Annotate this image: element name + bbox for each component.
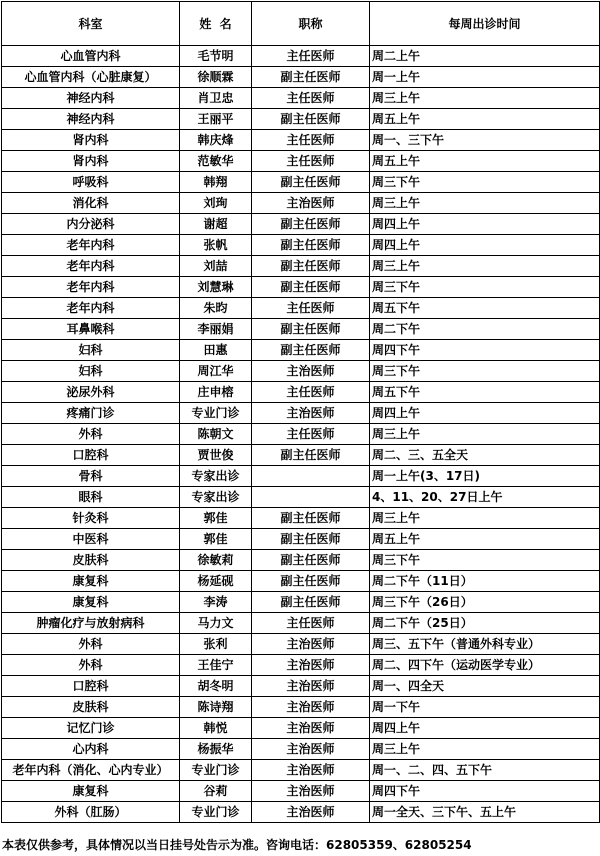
doctor-name-cell: 韩庆烽	[180, 130, 252, 151]
clinic-time-cell: 周五下午	[370, 382, 600, 403]
department-cell: 神经内科	[2, 88, 180, 109]
title-cell: 主任医师	[252, 151, 370, 172]
doctor-name-cell: 杨振华	[180, 739, 252, 760]
doctor-name-cell: 韩悦	[180, 718, 252, 739]
clinic-time-cell: 周三上午	[370, 424, 600, 445]
department-cell: 口腔科	[2, 445, 180, 466]
department-cell: 疼痛门诊	[2, 403, 180, 424]
department-cell: 泌尿外科	[2, 382, 180, 403]
table-row	[2, 382, 600, 403]
table-row	[2, 466, 600, 487]
department-cell: 皮肤科	[2, 550, 180, 571]
doctor-name-cell: 李涛	[180, 592, 252, 613]
clinic-time-cell: 周四下午	[370, 781, 600, 802]
title-cell: 主治医师	[252, 697, 370, 718]
clinic-time-cell: 周三上午	[370, 88, 600, 109]
clinic-time-cell: 周五上午	[370, 151, 600, 172]
table-row	[2, 277, 600, 298]
doctor-name-cell: 张利	[180, 634, 252, 655]
table-row	[2, 739, 600, 760]
clinic-time-cell: 周二下午（11日）	[370, 571, 600, 592]
clinic-time-cell: 周一全天、三下午、五上午	[370, 802, 600, 823]
doctor-name-cell: 范敏华	[180, 151, 252, 172]
header-department: 科室	[2, 2, 180, 46]
clinic-time-cell: 周二、三、五全天	[370, 445, 600, 466]
department-cell: 心血管内科	[2, 46, 180, 67]
title-cell: 主治医师	[252, 361, 370, 382]
department-cell: 老年内科	[2, 235, 180, 256]
department-cell: 神经内科	[2, 109, 180, 130]
clinic-time-cell: 周五上午	[370, 529, 600, 550]
clinic-time-cell: 周四上午	[370, 235, 600, 256]
doctor-name-cell: 李丽娟	[180, 319, 252, 340]
title-cell: 副主任医师	[252, 256, 370, 277]
title-cell: 副主任医师	[252, 445, 370, 466]
doctor-name-cell: 陈朝文	[180, 424, 252, 445]
clinic-time-cell: 周四上午	[370, 403, 600, 424]
department-cell: 肿瘤化疗与放射病科	[2, 613, 180, 634]
title-cell: 副主任医师	[252, 67, 370, 88]
title-cell: 主治医师	[252, 802, 370, 823]
doctor-name-cell: 韩翔	[180, 172, 252, 193]
clinic-time-cell: 周三上午	[370, 256, 600, 277]
title-cell: 副主任医师	[252, 550, 370, 571]
title-cell: 副主任医师	[252, 235, 370, 256]
doctor-name-cell: 胡冬明	[180, 676, 252, 697]
department-cell: 康复科	[2, 781, 180, 802]
doctor-name-cell: 贾世俊	[180, 445, 252, 466]
table-row	[2, 319, 600, 340]
department-cell: 肾内科	[2, 130, 180, 151]
table-row	[2, 214, 600, 235]
clinic-time-cell: 周三下午	[370, 172, 600, 193]
doctor-name-cell: 肖卫忠	[180, 88, 252, 109]
department-cell: 外科（肛肠）	[2, 802, 180, 823]
header-clinic-time: 每周出诊时间	[370, 2, 600, 46]
doctor-name-cell: 王丽平	[180, 109, 252, 130]
table-row	[2, 508, 600, 529]
table-row	[2, 676, 600, 697]
clinic-time-cell: 周四下午	[370, 340, 600, 361]
department-cell: 记忆门诊	[2, 718, 180, 739]
schedule-body	[2, 46, 600, 823]
clinic-time-cell: 周四上午	[370, 718, 600, 739]
department-cell: 内分泌科	[2, 214, 180, 235]
doctor-name-cell: 专业门诊	[180, 802, 252, 823]
header-title: 职称	[252, 2, 370, 46]
clinic-time-cell: 周三下午（26日）	[370, 592, 600, 613]
title-cell: 主任医师	[252, 46, 370, 67]
title-cell: 主治医师	[252, 676, 370, 697]
clinic-time-cell: 周二上午	[370, 46, 600, 67]
clinic-time-cell: 周一、二、四、五下午	[370, 760, 600, 781]
title-cell: 副主任医师	[252, 340, 370, 361]
doctor-name-cell: 马力文	[180, 613, 252, 634]
table-row	[2, 697, 600, 718]
title-cell: 主任医师	[252, 130, 370, 151]
title-cell	[252, 466, 370, 487]
department-cell: 皮肤科	[2, 697, 180, 718]
doctor-name-cell: 周江华	[180, 361, 252, 382]
department-cell: 老年内科	[2, 298, 180, 319]
clinic-time-cell: 周三上午	[370, 739, 600, 760]
doctor-name-cell: 专业门诊	[180, 403, 252, 424]
table-row	[2, 403, 600, 424]
clinic-time-cell: 周三上午	[370, 508, 600, 529]
title-cell: 主治医师	[252, 739, 370, 760]
table-row	[2, 88, 600, 109]
doctor-name-cell: 谢超	[180, 214, 252, 235]
table-row	[2, 46, 600, 67]
table-row	[2, 151, 600, 172]
table-row	[2, 487, 600, 508]
title-cell: 副主任医师	[252, 592, 370, 613]
department-cell: 老年内科	[2, 277, 180, 298]
doctor-name-cell: 谷莉	[180, 781, 252, 802]
table-row	[2, 760, 600, 781]
table-row	[2, 340, 600, 361]
department-cell: 妇科	[2, 340, 180, 361]
table-row	[2, 781, 600, 802]
department-cell: 耳鼻喉科	[2, 319, 180, 340]
clinic-time-cell: 周一、三下午	[370, 130, 600, 151]
title-cell: 主任医师	[252, 88, 370, 109]
table-row	[2, 613, 600, 634]
title-cell: 主治医师	[252, 634, 370, 655]
title-cell: 主任医师	[252, 613, 370, 634]
doctor-name-cell: 庄申榕	[180, 382, 252, 403]
header-row	[2, 2, 600, 46]
table-row	[2, 172, 600, 193]
table-row	[2, 550, 600, 571]
doctor-name-cell: 专业门诊	[180, 760, 252, 781]
doctor-name-cell: 刘珣	[180, 193, 252, 214]
clinic-time-cell: 周五上午	[370, 109, 600, 130]
title-cell: 主任医师	[252, 298, 370, 319]
clinic-time-cell: 周二下午	[370, 319, 600, 340]
table-row	[2, 718, 600, 739]
title-cell: 副主任医师	[252, 277, 370, 298]
department-cell: 外科	[2, 424, 180, 445]
department-cell: 口腔科	[2, 676, 180, 697]
table-row	[2, 571, 600, 592]
table-row	[2, 634, 600, 655]
table-row	[2, 256, 600, 277]
department-cell: 针灸科	[2, 508, 180, 529]
department-cell: 心内科	[2, 739, 180, 760]
title-cell: 主治医师	[252, 760, 370, 781]
department-cell: 消化科	[2, 193, 180, 214]
doctor-name-cell: 王佳宁	[180, 655, 252, 676]
department-cell: 妇科	[2, 361, 180, 382]
title-cell: 主治医师	[252, 781, 370, 802]
doctor-name-cell: 陈诗翔	[180, 697, 252, 718]
doctor-name-cell: 专家出诊	[180, 487, 252, 508]
title-cell: 主治医师	[252, 403, 370, 424]
department-cell: 康复科	[2, 571, 180, 592]
doctor-name-cell: 刘喆	[180, 256, 252, 277]
department-cell: 外科	[2, 655, 180, 676]
table-row	[2, 298, 600, 319]
clinic-schedule-table	[1, 1, 600, 823]
table-row	[2, 67, 600, 88]
table-row	[2, 802, 600, 823]
clinic-time-cell: 周三下午	[370, 361, 600, 382]
table-row	[2, 424, 600, 445]
title-cell: 主任医师	[252, 424, 370, 445]
title-cell: 副主任医师	[252, 571, 370, 592]
department-cell: 老年内科（消化、心内专业）	[2, 760, 180, 781]
table-row	[2, 529, 600, 550]
doctor-name-cell: 杨延砚	[180, 571, 252, 592]
table-row	[2, 235, 600, 256]
doctor-name-cell: 专家出诊	[180, 466, 252, 487]
header-name: 姓 名	[180, 2, 252, 46]
title-cell: 主治医师	[252, 655, 370, 676]
doctor-name-cell: 刘慧琳	[180, 277, 252, 298]
clinic-time-cell: 周一上午(3、17日)	[370, 466, 600, 487]
doctor-name-cell: 郭佳	[180, 529, 252, 550]
clinic-time-cell: 周三下午	[370, 277, 600, 298]
department-cell: 呼吸科	[2, 172, 180, 193]
doctor-name-cell: 徐敏莉	[180, 550, 252, 571]
department-cell: 外科	[2, 634, 180, 655]
table-row	[2, 130, 600, 151]
title-cell: 副主任医师	[252, 529, 370, 550]
title-cell	[252, 487, 370, 508]
clinic-time-cell: 周二、四下午（运动医学专业）	[370, 655, 600, 676]
title-cell: 副主任医师	[252, 508, 370, 529]
title-cell: 主治医师	[252, 193, 370, 214]
clinic-time-cell: 4、11、20、27日上午	[370, 487, 600, 508]
doctor-name-cell: 朱昀	[180, 298, 252, 319]
table-row	[2, 109, 600, 130]
department-cell: 心血管内科（心脏康复）	[2, 67, 180, 88]
footer-note: 本表仅供参考，具体情况以当日挂号处告示为准。咨询电话：62805359、62805254	[2, 838, 472, 852]
title-cell: 副主任医师	[252, 319, 370, 340]
clinic-time-cell: 周三下午	[370, 550, 600, 571]
doctor-name-cell: 郭佳	[180, 508, 252, 529]
department-cell: 老年内科	[2, 256, 180, 277]
table-row	[2, 655, 600, 676]
department-cell: 肾内科	[2, 151, 180, 172]
table-row	[2, 445, 600, 466]
title-cell: 主任医师	[252, 382, 370, 403]
doctor-name-cell: 毛节明	[180, 46, 252, 67]
doctor-name-cell: 田惠	[180, 340, 252, 361]
clinic-time-cell: 周三上午	[370, 193, 600, 214]
doctor-name-cell: 徐顺霖	[180, 67, 252, 88]
table-row	[2, 592, 600, 613]
department-cell: 中医科	[2, 529, 180, 550]
title-cell: 副主任医师	[252, 172, 370, 193]
table-row	[2, 193, 600, 214]
department-cell: 眼科	[2, 487, 180, 508]
title-cell: 副主任医师	[252, 214, 370, 235]
clinic-time-cell: 周三、五下午（普通外科专业）	[370, 634, 600, 655]
clinic-time-cell: 周二下午（25日）	[370, 613, 600, 634]
clinic-time-cell: 周一上午	[370, 67, 600, 88]
department-cell: 康复科	[2, 592, 180, 613]
clinic-time-cell: 周一下午	[370, 697, 600, 718]
clinic-time-cell: 周一、四全天	[370, 676, 600, 697]
clinic-time-cell: 周四上午	[370, 214, 600, 235]
clinic-time-cell: 周五下午	[370, 298, 600, 319]
table-row	[2, 361, 600, 382]
title-cell: 副主任医师	[252, 109, 370, 130]
title-cell: 主治医师	[252, 718, 370, 739]
department-cell: 骨科	[2, 466, 180, 487]
doctor-name-cell: 张帆	[180, 235, 252, 256]
